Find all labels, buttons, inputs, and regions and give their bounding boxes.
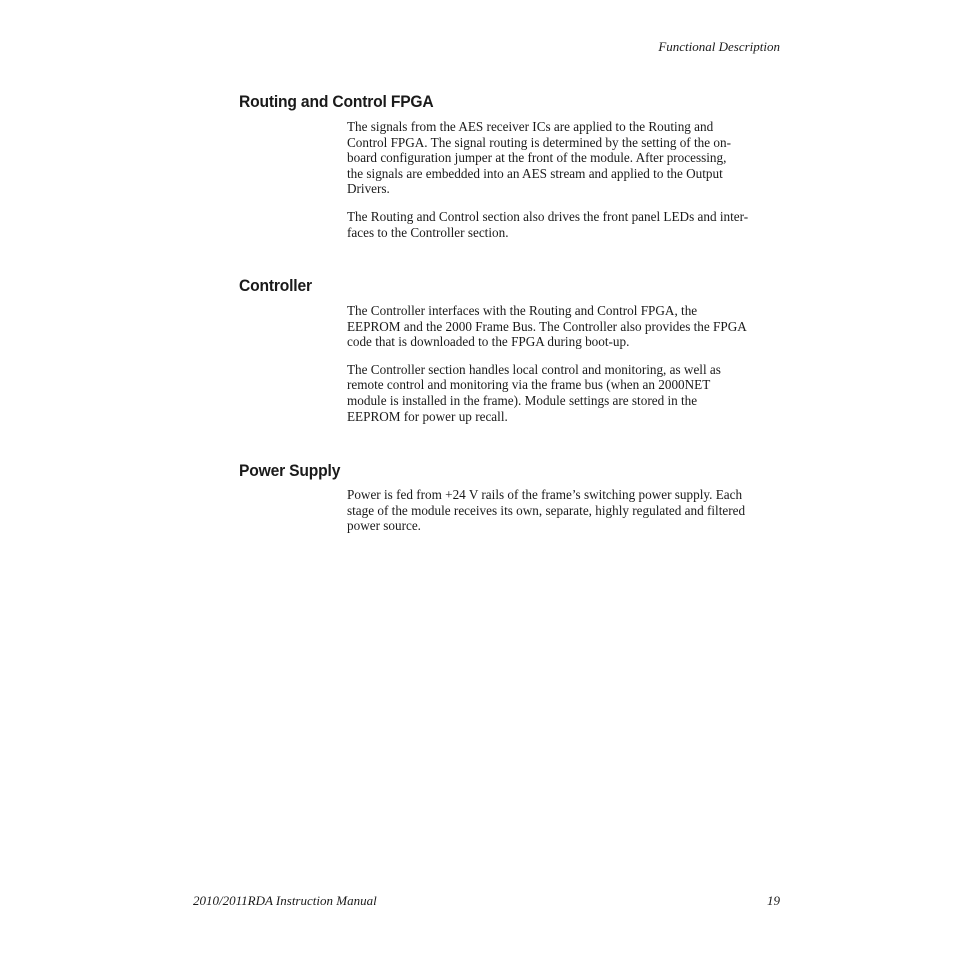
text-line: the signals are embedded into an AES stream and applied to the Output — [347, 165, 723, 181]
section-body-power-supply — [347, 487, 787, 534]
text-line: Control FPGA. The signal routing is determined by the setting of the on- — [347, 134, 731, 150]
text-line: faces to the Controller section. — [347, 224, 509, 240]
running-header: Functional Description — [658, 39, 780, 54]
text-line: Power is fed from +24 V rails of the frame’s switching power supply. Each — [347, 487, 743, 502]
text-line: board configuration jumper at the front of the module. After processing, — [347, 150, 727, 166]
text-line: code that is downloaded to the FPGA during boot-up. — [347, 334, 630, 350]
text-line: Drivers. — [347, 181, 390, 197]
text-line: The Controller interfaces with the Routing and Control FPGA, the — [347, 303, 698, 318]
text-line: The Routing and Control section also drives the front panel LEDs and inter- — [347, 208, 749, 224]
section-heading-controller: Controller — [239, 276, 312, 295]
section-heading-routing-and-control-fpga: Routing and Control FPGA — [239, 92, 434, 111]
text-line: power source. — [347, 518, 421, 534]
text-line: remote control and monitoring via the frame bus (when an 2000NET — [347, 377, 711, 393]
paragraph — [347, 362, 787, 424]
paragraph — [347, 487, 787, 534]
footer-page-number: 19 — [767, 893, 780, 908]
footer-manual-title: 2010/2011RDA Instruction Manual — [193, 893, 377, 908]
paragraph — [347, 209, 787, 240]
text-line: EEPROM for power up recall. — [347, 408, 508, 424]
text-line: EEPROM and the 2000 Frame Bus. The Controller also provides the FPGA — [347, 318, 747, 334]
text-line: The Controller section handles local control and monitoring, as well as — [347, 361, 721, 377]
text-line: The signals from the AES receiver ICs are applied to the Routing and — [347, 119, 714, 134]
section-body-routing-and-control-fpga — [347, 119, 787, 240]
paragraph — [347, 303, 787, 350]
section-body-controller — [347, 303, 787, 424]
paragraph — [347, 119, 787, 197]
text-line: stage of the module receives its own, separate, highly regulated and filtered — [347, 502, 746, 518]
text-line: module is installed in the frame). Module settings are stored in the — [347, 392, 698, 408]
section-heading-power-supply: Power Supply — [239, 461, 341, 480]
